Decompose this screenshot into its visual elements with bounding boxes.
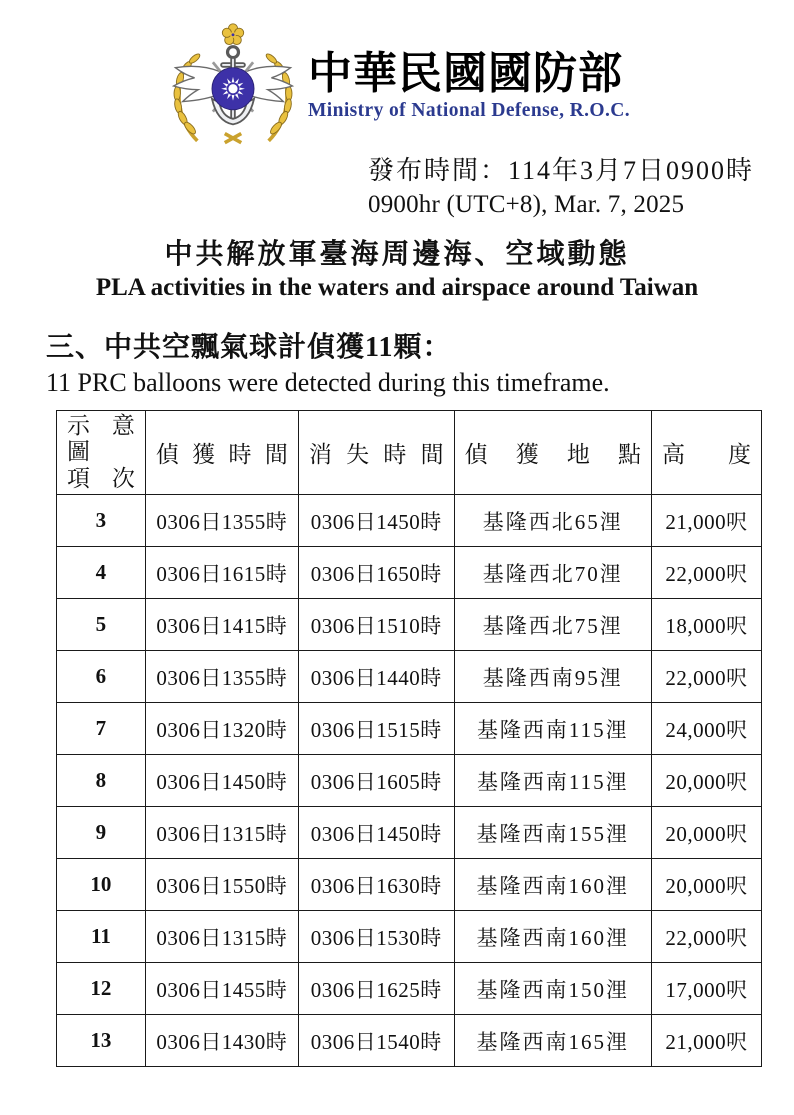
table-row <box>57 963 762 1015</box>
published-time-en: 0900hr (UTC+8), Mar. 7, 2025 <box>368 191 685 219</box>
cell-index: 12 <box>57 963 146 1015</box>
cell-disappeared-time: 0306日1510時 <box>298 599 454 651</box>
cell-detected-time: 0306日1320時 <box>145 703 298 755</box>
cell-disappeared-time: 0306日1440時 <box>298 651 454 703</box>
cell-altitude: 20,000呎 <box>652 807 762 859</box>
cell-detected-time: 0306日1315時 <box>145 807 298 859</box>
header-detected-time: 偵獲時間 <box>145 410 298 494</box>
cell-disappeared-time: 0306日1625時 <box>298 963 454 1015</box>
table-row <box>57 1015 762 1067</box>
cell-detected-time: 0306日1615時 <box>145 547 298 599</box>
cell-altitude: 20,000呎 <box>652 859 762 911</box>
header-index: 示意圖 項次 <box>57 410 146 494</box>
cell-detected-time: 0306日1430時 <box>145 1015 298 1067</box>
cell-detected-time: 0306日1355時 <box>145 651 298 703</box>
cell-altitude: 17,000呎 <box>652 963 762 1015</box>
table-row <box>57 807 762 859</box>
document-title-en: PLA activities in the waters and airspace around Taiwan <box>95 274 699 302</box>
table-row <box>57 755 762 807</box>
balloon-table <box>56 410 762 1067</box>
cell-detected-time: 0306日1450時 <box>145 755 298 807</box>
cell-detected-time: 0306日1315時 <box>145 911 298 963</box>
cell-altitude: 22,000呎 <box>652 547 762 599</box>
table-row <box>57 911 762 963</box>
cell-location: 基隆西北75浬 <box>454 599 651 651</box>
document-title-zh: 中共解放軍臺海周邊海、空域動態 <box>164 239 630 271</box>
cell-location: 基隆西南165浬 <box>454 1015 651 1067</box>
cell-location: 基隆西北65浬 <box>454 495 651 547</box>
header-location: 偵獲地點 <box>454 410 651 494</box>
cell-location: 基隆西南115浬 <box>454 703 651 755</box>
mnd-emblem-icon <box>164 22 302 150</box>
balloon-table-head <box>57 410 762 494</box>
plum-blossom <box>222 24 243 45</box>
cell-disappeared-time: 0306日1630時 <box>298 859 454 911</box>
cell-index: 3 <box>57 495 146 547</box>
header-row <box>57 410 762 494</box>
cell-location: 基隆西南160浬 <box>454 911 651 963</box>
sun-disc <box>212 68 254 110</box>
header-altitude: 高度 <box>652 410 762 494</box>
cell-detected-time: 0306日1455時 <box>145 963 298 1015</box>
cell-index: 13 <box>57 1015 146 1067</box>
cell-disappeared-time: 0306日1605時 <box>298 755 454 807</box>
cell-index: 5 <box>57 599 146 651</box>
cell-index: 9 <box>57 807 146 859</box>
document-header <box>0 22 794 150</box>
table-row <box>57 495 762 547</box>
cell-altitude: 24,000呎 <box>652 703 762 755</box>
cell-disappeared-time: 0306日1450時 <box>298 495 454 547</box>
cell-location: 基隆西南150浬 <box>454 963 651 1015</box>
cell-index: 11 <box>57 911 146 963</box>
cell-index: 8 <box>57 755 146 807</box>
cell-altitude: 22,000呎 <box>652 651 762 703</box>
cell-detected-time: 0306日1550時 <box>145 859 298 911</box>
cell-index: 7 <box>57 703 146 755</box>
document-title-block <box>0 237 794 303</box>
cell-disappeared-time: 0306日1530時 <box>298 911 454 963</box>
cell-detected-time: 0306日1415時 <box>145 599 298 651</box>
org-name-en: Ministry of National Defense, R.O.C. <box>307 100 631 122</box>
cell-location: 基隆西南115浬 <box>454 755 651 807</box>
cell-altitude: 21,000呎 <box>652 495 762 547</box>
cell-altitude: 18,000呎 <box>652 599 762 651</box>
table-row <box>57 703 762 755</box>
table-row <box>57 547 762 599</box>
cell-index: 6 <box>57 651 146 703</box>
table-row <box>57 859 762 911</box>
org-name-zh: 中華民國國防部 <box>307 48 623 98</box>
cell-detected-time: 0306日1355時 <box>145 495 298 547</box>
cell-index: 10 <box>57 859 146 911</box>
cell-disappeared-time: 0306日1515時 <box>298 703 454 755</box>
cell-altitude: 21,000呎 <box>652 1015 762 1067</box>
cell-location: 基隆西南95浬 <box>454 651 651 703</box>
header-disappeared-time: 消失時間 <box>298 410 454 494</box>
section-heading-zh: 三、中共空飄氣球計偵獲11顆： <box>46 331 452 363</box>
table-row <box>57 599 762 651</box>
section-heading-en: 11 PRC balloons were detected during this timeframe. <box>46 367 610 397</box>
cell-location: 基隆西南160浬 <box>454 859 651 911</box>
cell-disappeared-time: 0306日1540時 <box>298 1015 454 1067</box>
cell-location: 基隆西北70浬 <box>454 547 651 599</box>
published-time-zh: 發布時間：114年3月7日0900時 <box>368 156 755 185</box>
cell-disappeared-time: 0306日1450時 <box>298 807 454 859</box>
cell-altitude: 22,000呎 <box>652 911 762 963</box>
cell-altitude: 20,000呎 <box>652 755 762 807</box>
table-row <box>57 651 762 703</box>
cell-location: 基隆西南155浬 <box>454 807 651 859</box>
published-time-block <box>368 154 794 221</box>
cell-disappeared-time: 0306日1650時 <box>298 547 454 599</box>
cell-index: 4 <box>57 547 146 599</box>
org-name-block <box>308 50 630 122</box>
balloon-table-body <box>57 495 762 1067</box>
section-heading-block <box>46 330 794 400</box>
